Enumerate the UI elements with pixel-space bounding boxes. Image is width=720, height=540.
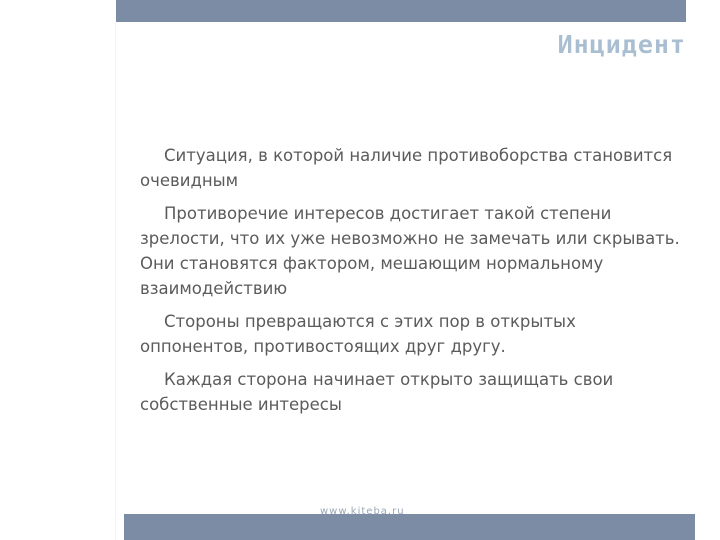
top-decorative-bar [116, 0, 686, 22]
paragraph-opponents: Стороны превращаются с этих пор в открытых оппонентов, противостоящих друг другу. [140, 312, 576, 356]
bottom-decorative-bar [124, 514, 695, 540]
paragraph-situation: Ситуация, в которой наличие противоборства становится очевидным [140, 146, 673, 190]
paragraph-defend-interests: Каждая сторона начинает открыто защищать свои собственные интересы [140, 370, 614, 414]
footer-url: www.kiteba.ru [320, 506, 405, 517]
slide-title: Инцидент [557, 30, 686, 59]
slide-content [140, 143, 688, 425]
left-divider-line [115, 22, 116, 540]
paragraph-contradiction: Противоречие интересов достигает такой степени зрелости, что их уже невозможно не замечать или скрывать. Они становятся фактором, мешающим нормальному взаимодействию [140, 204, 680, 298]
